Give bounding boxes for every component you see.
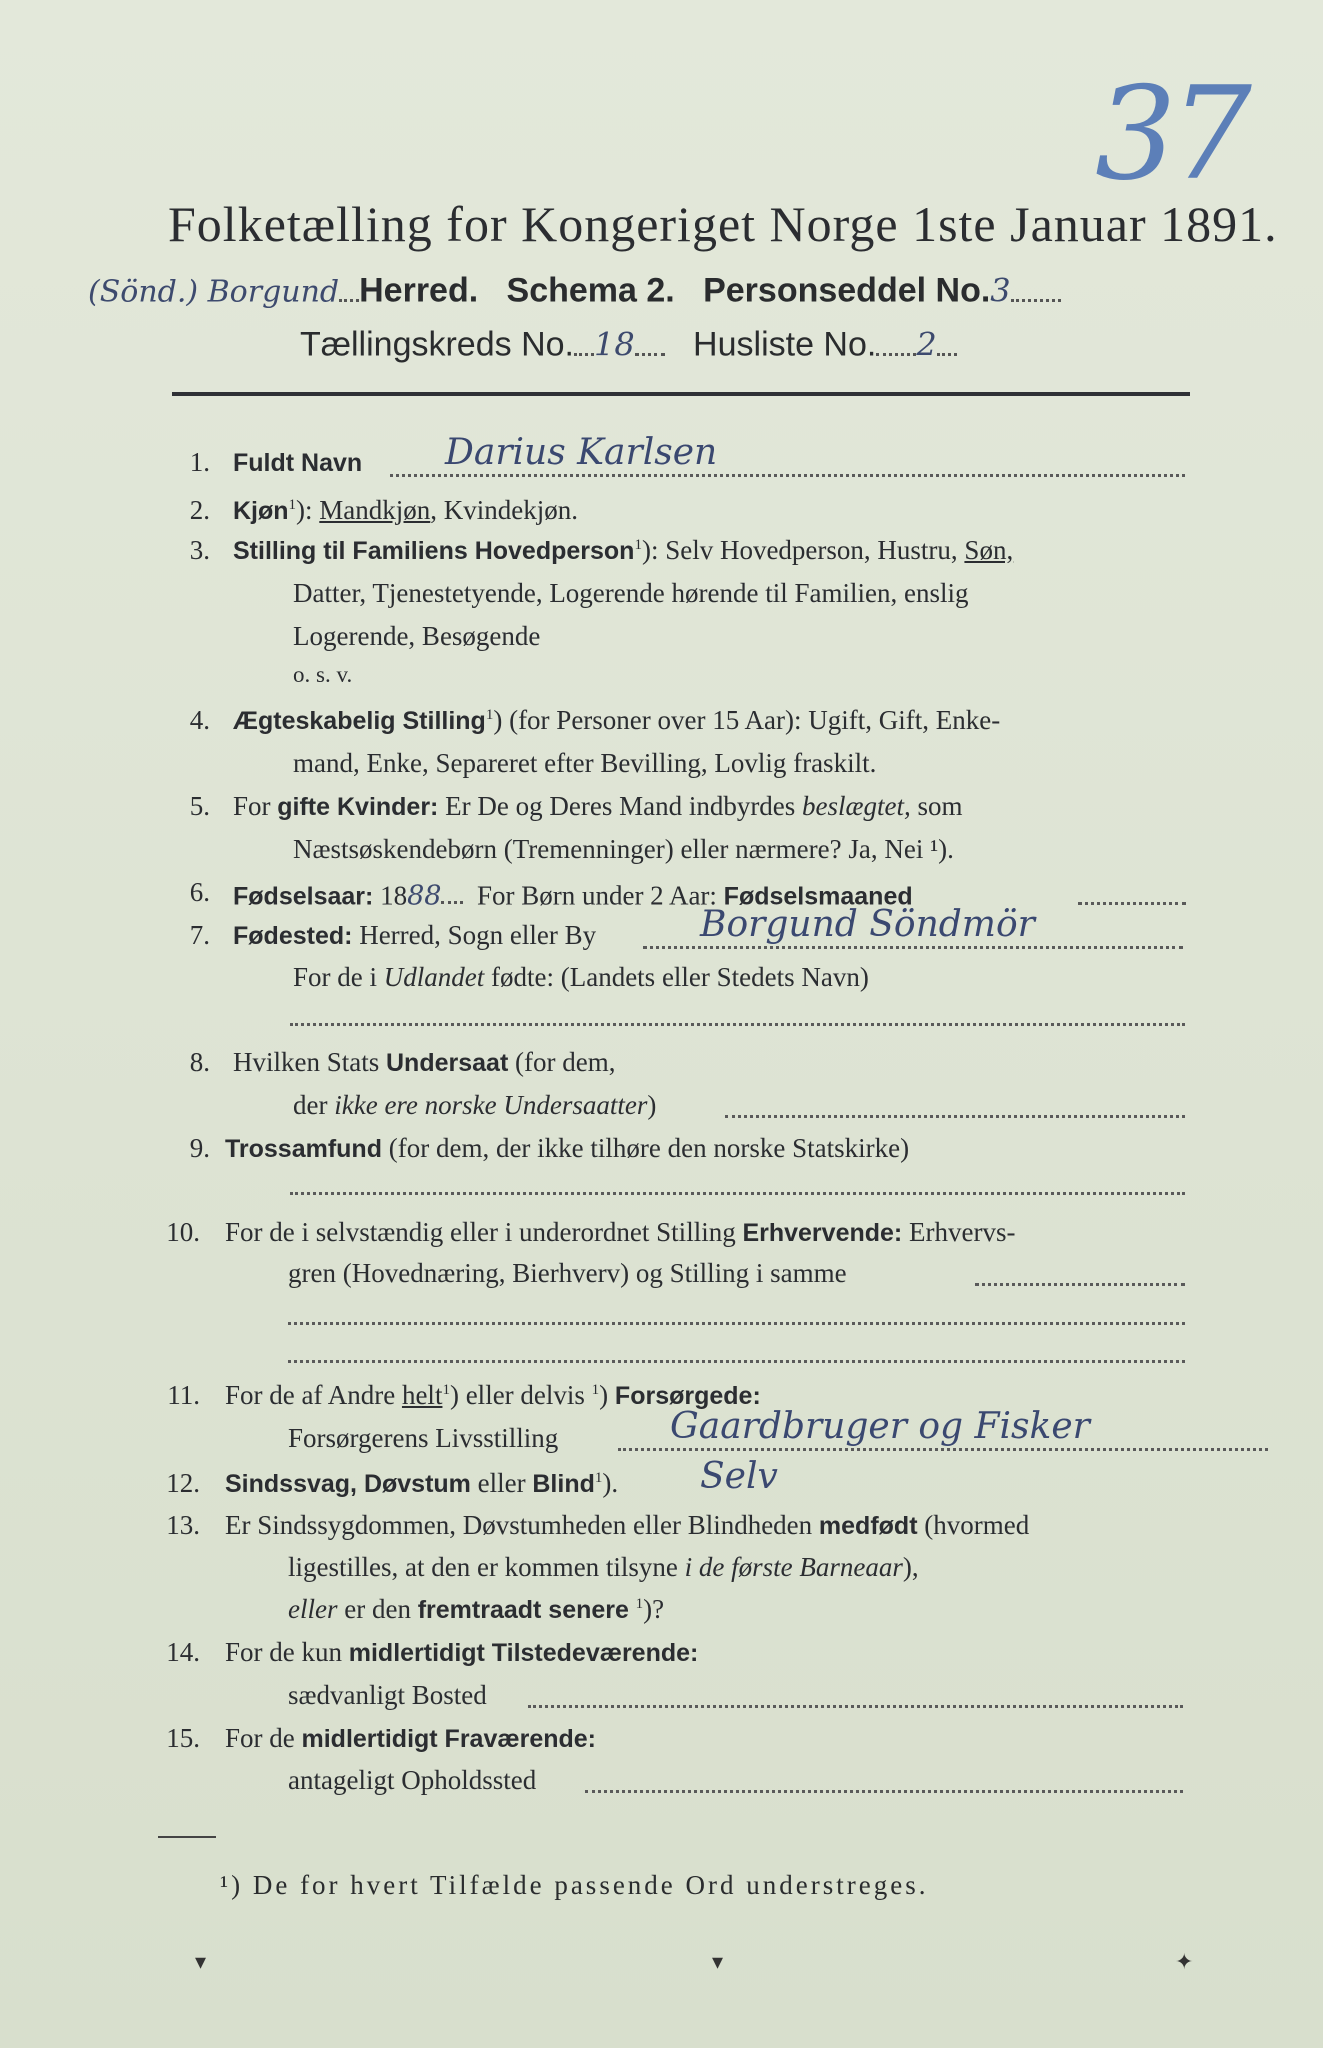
header-line-1 — [88, 268, 1061, 311]
form-title: Folketælling for Kongeriget Norge 1ste Januar 1891. — [168, 196, 1278, 252]
header-line-2 — [300, 322, 957, 365]
personseddel-label: Personseddel No. — [703, 271, 991, 310]
page-number: 37 — [1095, 60, 1246, 209]
q2-selected: Mandkjøn — [319, 495, 431, 525]
q1-fill-line — [390, 474, 1185, 477]
personseddel-value: 3 — [990, 271, 1011, 310]
q7-extra-line — [290, 1023, 1185, 1026]
corner-mark-right: ✦ — [1175, 1950, 1194, 1975]
footnote: ¹) De for hvert Tilfælde passende Ord understreges. — [220, 1870, 929, 1900]
herred-value: (Sönd.) Borgund — [88, 274, 340, 310]
taellingskreds-label: Tællingskreds No. — [300, 325, 574, 364]
corner-mark-center: ▾ — [712, 1950, 724, 1975]
q11-answer: Gaardbruger og Fisker — [670, 1406, 1090, 1447]
q1-label: Fuldt Navn — [233, 449, 363, 477]
q1-answer: Darius Karlsen — [445, 432, 718, 473]
q11-selected: helt — [401, 1380, 443, 1410]
husliste-label: Husliste No. — [693, 325, 877, 364]
census-form: 37 Folketælling for Kongeriget Norge 1ste Januar 1891. (Sönd.) Borgund Herred. Schema 2. Personseddel No.3 Tællingskreds No. 18 Husliste No. 2 1. Fuldt Navn Darius Karlsen 2. Kjøn$^1$): Mandkjøn, Kvindekjøn. 3. Stilling til Familiens Hovedperson$^1$): Selv Hovedperson, Hustru, Søn, Datter, Tjenestetyende, Logerende hørende til Familien, enslig Logerende, Besøgende o. s. v. 4. Ægteskabelig Stilling$^1$) (for Personer over 15 Aar): Ugift, Gift, Enke- mand, Enke, Separeret efter Bevilling, Lovlig fraskilt. 5. For gifte Kvinder: Er De og Deres Mand indbyrdes beslægtet, som Næstsøskendebørn (Tremenninger) eller nærmere? Ja, Nei ¹). 6. Fødselsaar: 1888 For Børn under 2 Aar: Fødselsmaaned 7. Fødested: Herred, Sogn eller By Borgund Söndmör For de i Udlandet fødte: (Landets eller Stedets Navn) 8. Hvilken Stats Undersaat (for dem, der ikke ere norske Undersaatter) 9. Trossamfund (for dem, der ikke tilhøre den norske Statskirke) 10. For de i selvstændig eller i underordnet Stilling Erhvervende: Erhvervs- gren (Hovednæring, Bierhverv) og Stilling i samme 11. For de af Andre helt$^1$) eller delvis $^1$) Forsørgede: Forsørgerens Livsstilling Gaardbruger og Fisker 12. Sindssvag, Døvstum eller Blind$^1$). Selv 13. Er Sindssygdommen, Døvstumheden eller Blindheden medfødt (hvormed ligestilles, at den er kommen tilsyne i de første Barneaar), eller er den fremtraadt senere $^1$)? 14. For de kun midlertidigt Tilstedeværende: sædvanligt Bosted 15. For de midlertidigt Fraværende: antageligt Opholdssted ¹) De for hvert Tilfælde passende Ord understreges. ▾ ▾ ✦ — [0, 0, 1323, 2048]
q3-selected: Søn, — [964, 535, 1014, 565]
corner-mark-left: ▾ — [195, 1950, 207, 1975]
herred-label: Herred. — [359, 271, 479, 310]
q7-answer: Borgund Söndmör — [700, 904, 1035, 945]
taellingskreds-value: 18 — [593, 325, 635, 364]
header-divider — [172, 392, 1190, 396]
schema-label: Schema 2. — [506, 271, 675, 310]
q6-year-value: 88 — [407, 880, 442, 912]
husliste-value: 2 — [916, 325, 937, 364]
footnote-divider — [158, 1836, 216, 1838]
q12-answer: Selv — [700, 1456, 778, 1497]
